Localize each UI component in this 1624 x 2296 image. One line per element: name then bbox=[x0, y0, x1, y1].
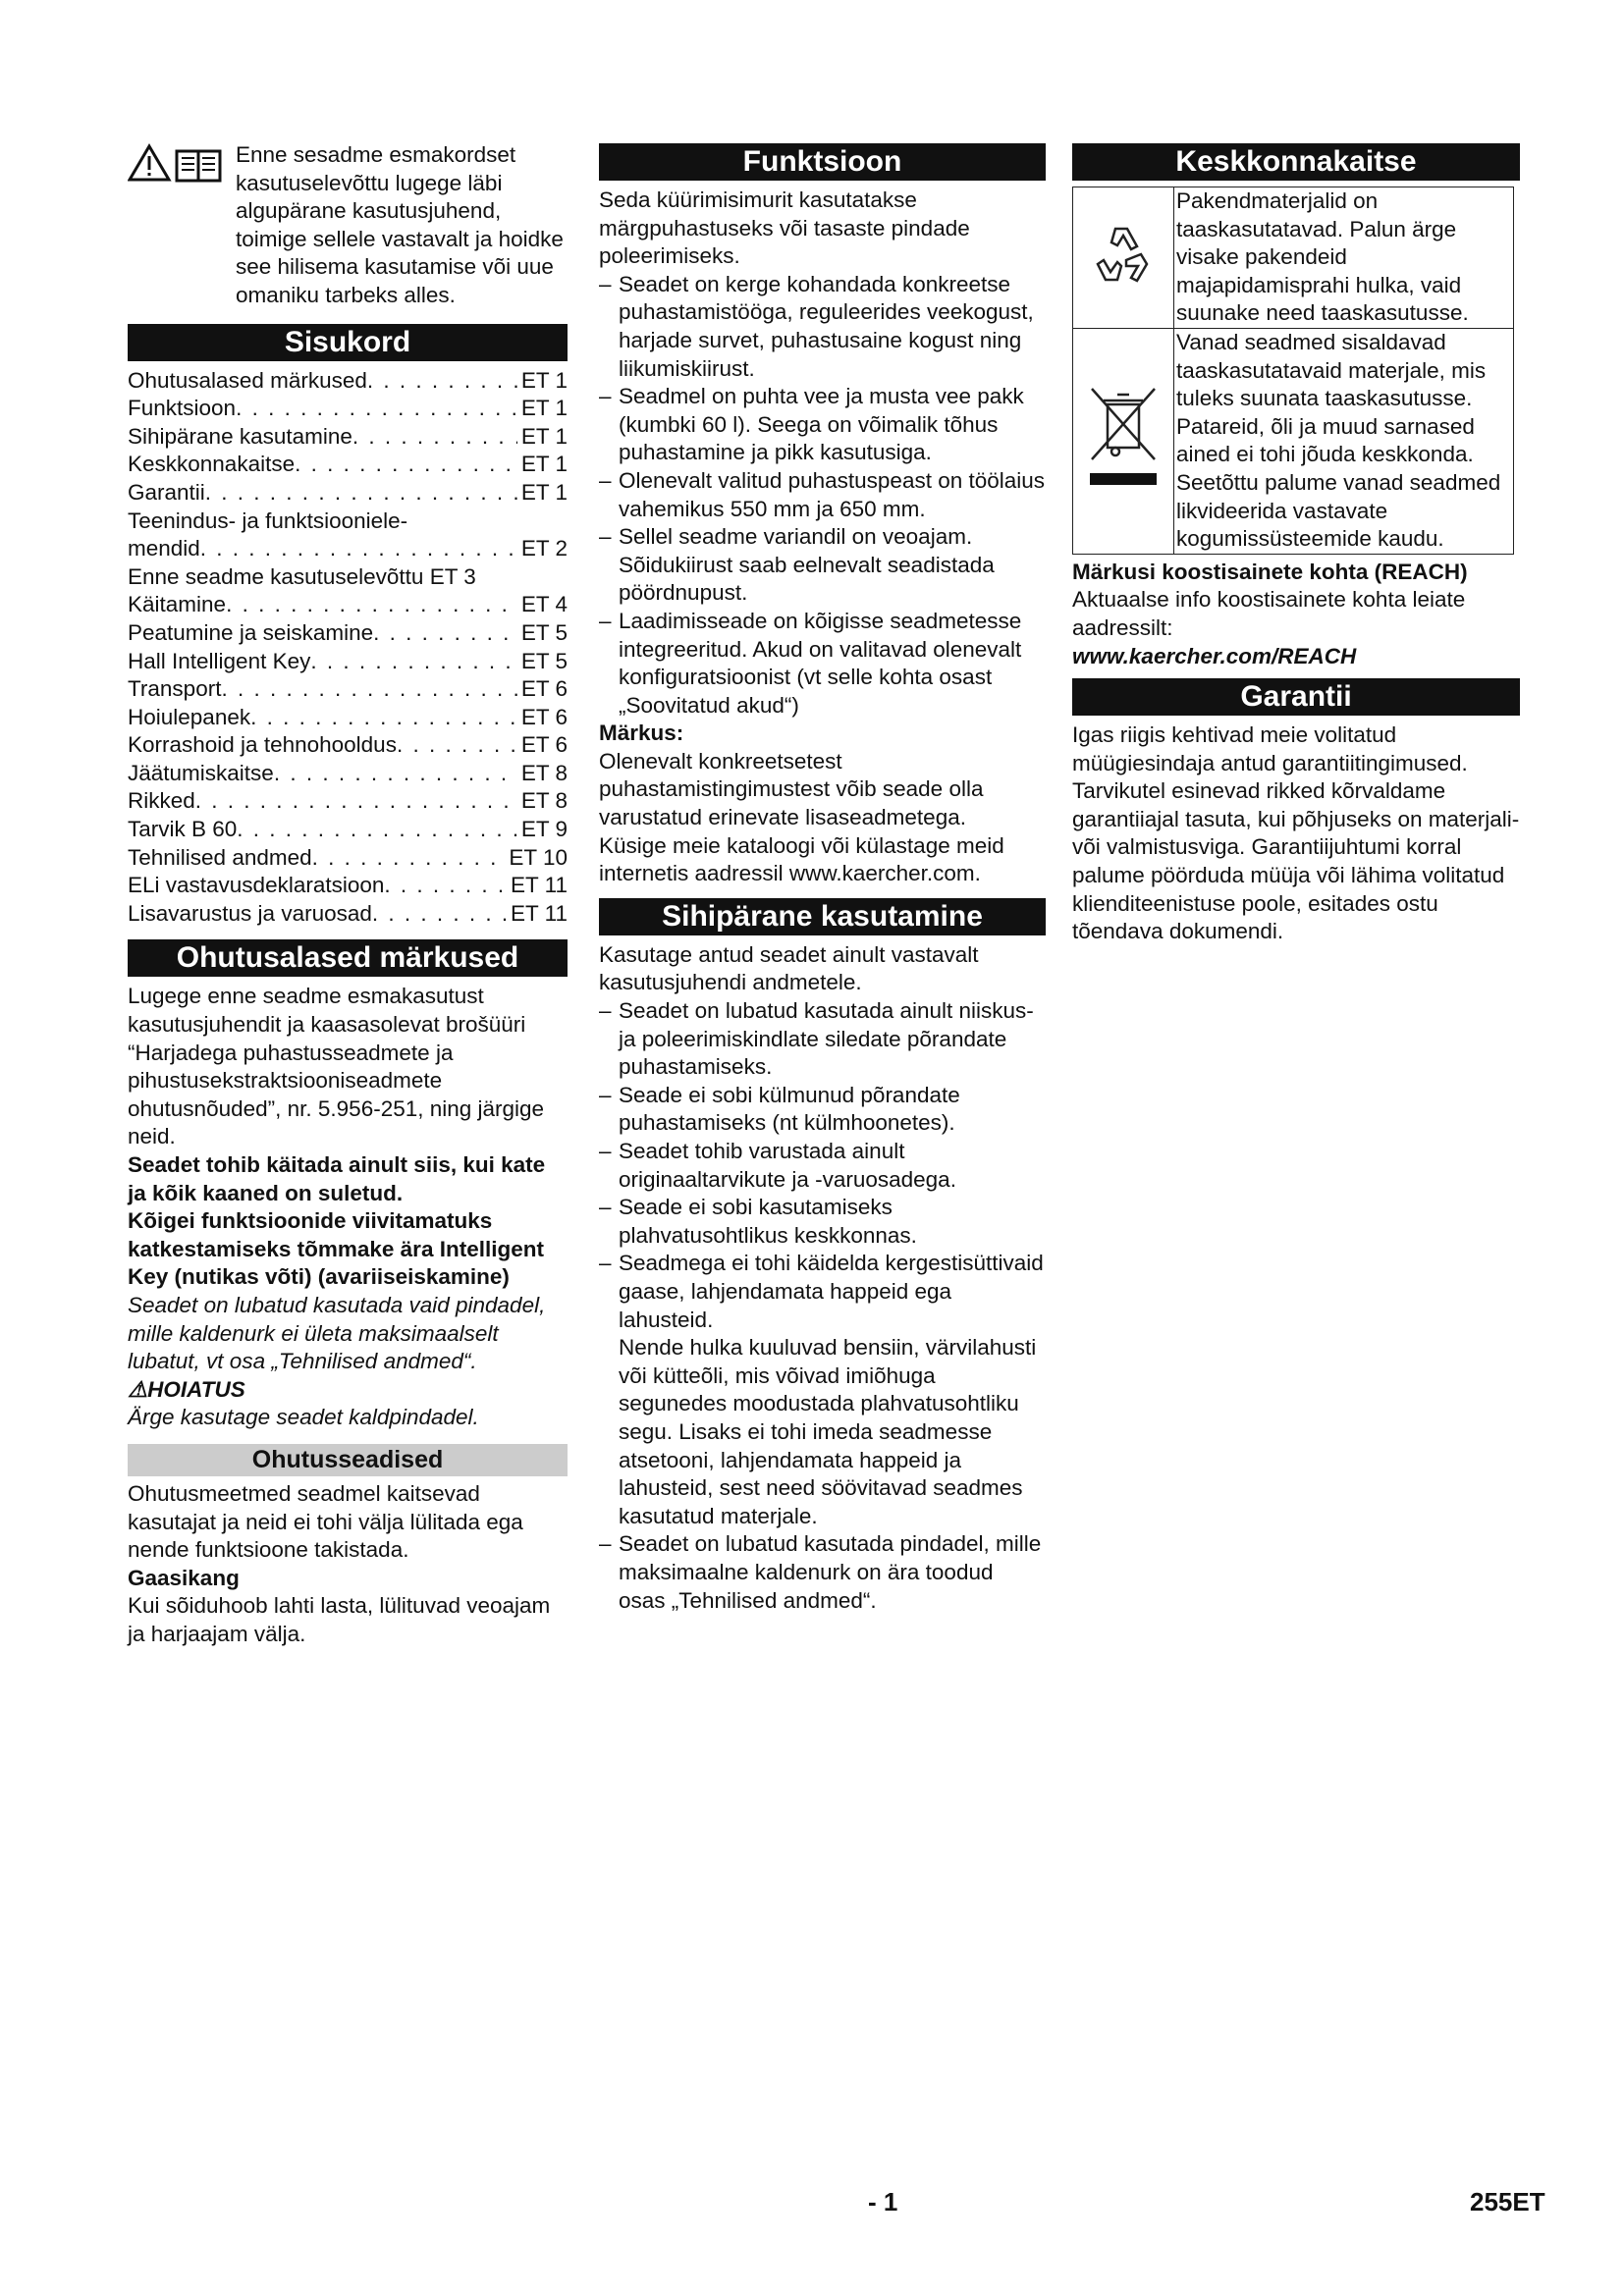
toc-entry-page: ET 6 bbox=[520, 732, 568, 758]
safety-italic: Seadet on lubatud kasutada vaid pindadel, mille kaldenurk ei ületa maksimaalselt lubatut, vt osa „Tehnilised andmed“. bbox=[128, 1292, 546, 1374]
toc-dot-leader bbox=[250, 704, 517, 732]
toc-entry-page: ET 1 bbox=[520, 452, 568, 477]
devices-heading: Ohutusseadised bbox=[128, 1444, 568, 1476]
toc-dot-leader bbox=[384, 872, 507, 900]
list-item: – Sellel seadme variandil on veoajam. Sõidukiirust saab eelnevalt seadistada pöördnupust. bbox=[599, 523, 1046, 608]
toc-entry[interactable] bbox=[128, 648, 568, 676]
list-item-continuation: Nende hulka kuuluvad bensiin, värvilahusti või kütteõli, mis võivad imiõhuga segunedes moodustada plahvatusohtliku segu. Lisaks ei tohi imeda seadmesse atsetooni, lahjendamata happeid ja lahusteid, sest need söövitavad seadmes kasutatud materjale. bbox=[619, 1335, 1037, 1528]
toc-entry-title: Hall Intelligent Key bbox=[128, 648, 311, 673]
toc-entry-page: ET 2 bbox=[520, 536, 568, 561]
note-label: Märkus: bbox=[599, 721, 684, 746]
toc-entry[interactable] bbox=[128, 563, 568, 592]
toc-entry[interactable] bbox=[128, 787, 568, 816]
toc-entry[interactable] bbox=[128, 423, 568, 452]
toc-entry-page: ET 11 bbox=[511, 900, 568, 926]
reach-heading: Märkusi koostisainete kohta (REACH) bbox=[1072, 559, 1468, 584]
toc-entry-title: Rikked bbox=[128, 788, 195, 814]
toc-entry-title: Garantii bbox=[128, 479, 205, 505]
toc-entry-title: Korrashoid ja tehnohooldus bbox=[128, 732, 397, 758]
list-item: – Seade ei sobi kasutamiseks plahvatusohtlikus keskkonnas. bbox=[599, 1194, 1046, 1250]
toc-entry-page: ET 6 bbox=[520, 676, 568, 702]
warranty-heading: Garantii bbox=[1072, 678, 1520, 716]
toc-entry-title: ELi vastavusdeklaratsioon bbox=[128, 873, 385, 898]
toc-entry-title: Käitamine bbox=[128, 592, 227, 617]
intro-text: Enne sesadme esmakordset kasutuselevõttu lugege läbi algupärane kasutusjuhend, toimige sellele vastavalt ja hoidke see hilisema kasutamise või uue omaniku tarbeks alles. bbox=[236, 142, 564, 307]
toc-entry-page: ET 10 bbox=[509, 844, 568, 870]
safety-bold-2: Kõigei funktsioonide viivitamatuks katkestamiseks tõmmake ära Intelligent Key (nutikas võti) (avariiseiskamine) bbox=[128, 1208, 544, 1290]
intended-paragraph: Kasutage antud seadet ainult vastavalt kasutusjuhendi andmetele. bbox=[599, 941, 979, 995]
toc-entry[interactable] bbox=[128, 675, 568, 704]
toc-entry[interactable] bbox=[128, 395, 568, 423]
toc-heading: Sisukord bbox=[128, 324, 568, 361]
toc-entry-title: Transport bbox=[128, 676, 222, 702]
toc-entry-title: Jäätumiskaitse bbox=[128, 760, 274, 785]
intro-block bbox=[128, 141, 568, 310]
toc-entry-page: ET 1 bbox=[520, 396, 568, 421]
toc-entry-page: ET 1 bbox=[520, 367, 568, 393]
env-row-disposal bbox=[1073, 328, 1514, 554]
toc-entry-title: Enne seadme kasutuselevõttu ET 3 bbox=[128, 563, 476, 589]
recycle-icon bbox=[1084, 215, 1163, 294]
toc-dot-leader bbox=[236, 395, 517, 423]
toc-entry-title: mendid bbox=[128, 536, 200, 561]
toc-list bbox=[128, 367, 568, 929]
toc-dot-leader bbox=[205, 479, 517, 507]
toc-dot-leader bbox=[274, 760, 517, 788]
toc-entry-title: Lisavarustus ja varuosad bbox=[128, 900, 372, 926]
toc-dot-leader bbox=[373, 619, 517, 648]
toc-entry[interactable] bbox=[128, 619, 568, 648]
toc-entry[interactable] bbox=[128, 535, 568, 563]
function-list bbox=[599, 271, 1046, 721]
toc-dot-leader bbox=[200, 535, 517, 563]
toc-entry-page: ET 1 bbox=[520, 423, 568, 449]
safety-heading: Ohutusalased märkused bbox=[128, 939, 568, 977]
list-item: – Seadet tohib varustada ainult originaaltarvikute ja -varuosadega. bbox=[599, 1138, 1046, 1194]
page-number: - 1 bbox=[868, 2187, 898, 2216]
env-heading: Keskkonnakaitse bbox=[1072, 143, 1520, 181]
note-paragraph-2: Küsige meie kataloogi või külastage meid internetis aadressil www.kaercher.com. bbox=[599, 832, 1004, 886]
toc-entry-page: ET 8 bbox=[520, 788, 568, 814]
list-item: – Seade ei sobi külmunud põrandate puhastamiseks (nt külmhoonetes). bbox=[599, 1082, 1046, 1138]
toc-entry[interactable] bbox=[128, 367, 568, 396]
intro-icons bbox=[128, 143, 230, 190]
toc-entry-title: Peatumine ja seiskamine bbox=[128, 619, 374, 645]
intended-heading: Sihipärane kasutamine bbox=[599, 898, 1046, 935]
middle-column bbox=[599, 141, 1046, 1615]
gas-paragraph: Kui sõiduhoob lahti lasta, lülituvad veoajam ja harjaajam välja. bbox=[128, 1593, 551, 1646]
toc-dot-leader bbox=[372, 900, 507, 929]
toc-entry[interactable] bbox=[128, 731, 568, 760]
env-row-recycle bbox=[1073, 187, 1514, 329]
reach-paragraph: Aktuaalse info koostisainete kohta leiate aadressilt: bbox=[1072, 587, 1466, 640]
toc-entry-title: Ohutusalased märkused bbox=[128, 367, 367, 393]
safety-paragraph: Lugege enne seadme esmakasutust kasutusjuhendit ja kaasasolevat brošüüri “Harjadega puhastusseadmete ja pihustusekstraktsiooniseadmete ohutusnõuded”, nr. 5.956-251, ning järgige neid. bbox=[128, 984, 545, 1149]
toc-dot-leader bbox=[397, 731, 517, 760]
toc-dot-leader bbox=[352, 423, 517, 452]
recycle-icon-cell bbox=[1073, 187, 1174, 329]
devices-paragraph: Ohutusmeetmed seadmel kaitsevad kasutajat ja neid ei tohi välja lülitada ega nende funktsioone takistada. bbox=[128, 1480, 523, 1563]
toc-dot-leader bbox=[310, 648, 517, 676]
toc-entry-page: ET 4 bbox=[520, 592, 568, 617]
list-item: – Seadet on lubatud kasutada pindadel, mille maksimaalne kaldenurk on ära toodud osas „Tehnilised andmed“. bbox=[599, 1530, 1046, 1615]
list-item: – Seadmel on puhta vee ja musta vee pakk (kumbki 60 l). Seega on võimalik tõhus puhastamine ja pikk kasutusiga. bbox=[599, 383, 1046, 467]
warranty-paragraph: Igas riigis kehtivad meie volitatud müügiesindaja antud garantiitingimused. Tarvikutel esinevad rikked kõrvaldame garantiiajal tasuta, kui põhjuseks on materjali- või valmistusviga. Garantiijuhtumi korral palume pöörduda müüja või lähima volitatud klienditeenistuse poole, esitades ostu tõendava dokumendi. bbox=[1072, 722, 1520, 944]
intended-list-tail bbox=[599, 1530, 1046, 1615]
toc-entry-title: Funktsioon bbox=[128, 396, 237, 421]
bin-icon-cell bbox=[1073, 328, 1174, 554]
toc-dot-leader bbox=[226, 591, 517, 619]
toc-entry[interactable] bbox=[128, 479, 568, 507]
toc-dot-leader bbox=[312, 844, 506, 873]
env-disposal-text: Vanad seadmed sisaldavad taaskasutatavaid materjale, mis tuleks suunata taaskasutusse. Patareid, õli ja muud sarnased ained ei tohi jõuda keskkonda. Seetõttu palume vanad seadmed likvideerida vastavate kogumissüsteemide kaudu. bbox=[1174, 328, 1514, 554]
manual-book-icon bbox=[177, 151, 220, 181]
toc-entry-title: Sihipärane kasutamine bbox=[128, 423, 352, 449]
toc-entry[interactable] bbox=[128, 872, 568, 900]
function-heading: Funktsioon bbox=[599, 143, 1046, 181]
toc-entry-title: Tarvik B 60 bbox=[128, 817, 238, 842]
toc-entry[interactable] bbox=[128, 451, 568, 479]
intended-list bbox=[599, 997, 1046, 1530]
crossed-bin-icon bbox=[1084, 379, 1163, 497]
warning-small-icon: ⚠ bbox=[128, 1376, 148, 1402]
toc-dot-leader bbox=[367, 367, 517, 396]
toc-entry[interactable] bbox=[128, 507, 568, 536]
toc-entry-title: Teenindus- ja funktsiooniele- bbox=[128, 507, 408, 533]
toc-entry-title: Hoiulepanek bbox=[128, 704, 251, 729]
toc-dot-leader bbox=[221, 675, 516, 704]
right-column bbox=[1072, 141, 1520, 946]
document-code: 255ET bbox=[1470, 2187, 1545, 2216]
toc-dot-leader bbox=[295, 451, 517, 479]
gas-heading: Gaasikang bbox=[128, 1565, 240, 1590]
toc-entry[interactable] bbox=[128, 760, 568, 788]
list-item: – Laadimisseade on kõigisse seadmetesse integreeritud. Akud on valitavad olenevalt konfiguratsioonist (vt selle kohta osast „Soovitatud akud“) bbox=[599, 608, 1046, 720]
function-paragraph: Seda küürimisimurit kasutatakse märgpuhastuseks või tasaste pindade poleerimiseks. bbox=[599, 187, 970, 269]
warning-label: ⚠HOIATUS bbox=[128, 1376, 245, 1402]
toc-entry-page: ET 5 bbox=[520, 619, 568, 645]
reach-url-link[interactable]: www.kaercher.com/REACH bbox=[1072, 643, 1357, 668]
toc-entry[interactable] bbox=[128, 591, 568, 619]
warning-text: Ärge kasutage seadet kaldpindadel. bbox=[128, 1405, 479, 1430]
toc-dot-leader bbox=[237, 816, 517, 844]
toc-entry-page: ET 11 bbox=[511, 873, 568, 898]
toc-entry[interactable] bbox=[128, 900, 568, 929]
safety-bold-1: Seadet tohib käitada ainult siis, kui kate ja kõik kaaned on suletud. bbox=[128, 1152, 546, 1205]
toc-entry-title: Tehnilised andmed bbox=[128, 844, 312, 870]
left-column bbox=[128, 141, 568, 1649]
list-item: – Seadmega ei tohi käidelda kergestisüttivaid gaase, lahjendamata happeid ega lahusteid. Nende hulka kuuluvad bensiin, värvilahusti või kütteõli, mis võivad imiõhuga segunedes moodustada plahvatusohtliku segu. Lisaks ei tohi imeda seadmesse atsetooni, lahjendamata happeid ja lahusteid, sest need söövitavad seadmes kasutatud materjale. bbox=[599, 1250, 1046, 1530]
toc-entry[interactable] bbox=[128, 704, 568, 732]
toc-entry[interactable] bbox=[128, 816, 568, 844]
toc-entry-page: ET 9 bbox=[520, 817, 568, 842]
env-table bbox=[1072, 187, 1514, 555]
note-paragraph-1: Olenevalt konkreetsetest puhastamistingimustest võib seade olla varustatud erinevate lisaseadmetega. bbox=[599, 748, 984, 830]
list-item: – Seadet on kerge kohandada konkreetse puhastamistööga, reguleerides veekogust, harjade survet, puhastusaine kogust ning liikumiskiirust. bbox=[599, 271, 1046, 383]
list-item: – Seadet on lubatud kasutada ainult niiskus- ja poleerimiskindlate siledate põrandate puhastamiseks. bbox=[599, 997, 1046, 1082]
toc-entry-page: ET 1 bbox=[520, 479, 568, 505]
toc-dot-leader bbox=[195, 787, 517, 816]
toc-entry-title: Keskkonnakaitse bbox=[128, 452, 296, 477]
toc-entry-page: ET 5 bbox=[520, 648, 568, 673]
list-item: – Olenevalt valitud puhastuspeast on töölaius vahemikus 550 mm ja 650 mm. bbox=[599, 467, 1046, 523]
warning-triangle-icon bbox=[128, 143, 230, 183]
env-recycle-text: Pakendmaterjalid on taaskasutatavad. Palun ärge visake pakendeid majapidamisprahi hulka, vaid suunake need taaskasutusse. bbox=[1174, 187, 1514, 329]
toc-entry-page: ET 6 bbox=[520, 704, 568, 729]
toc-entry-page: ET 8 bbox=[520, 760, 568, 785]
toc-entry[interactable] bbox=[128, 844, 568, 873]
